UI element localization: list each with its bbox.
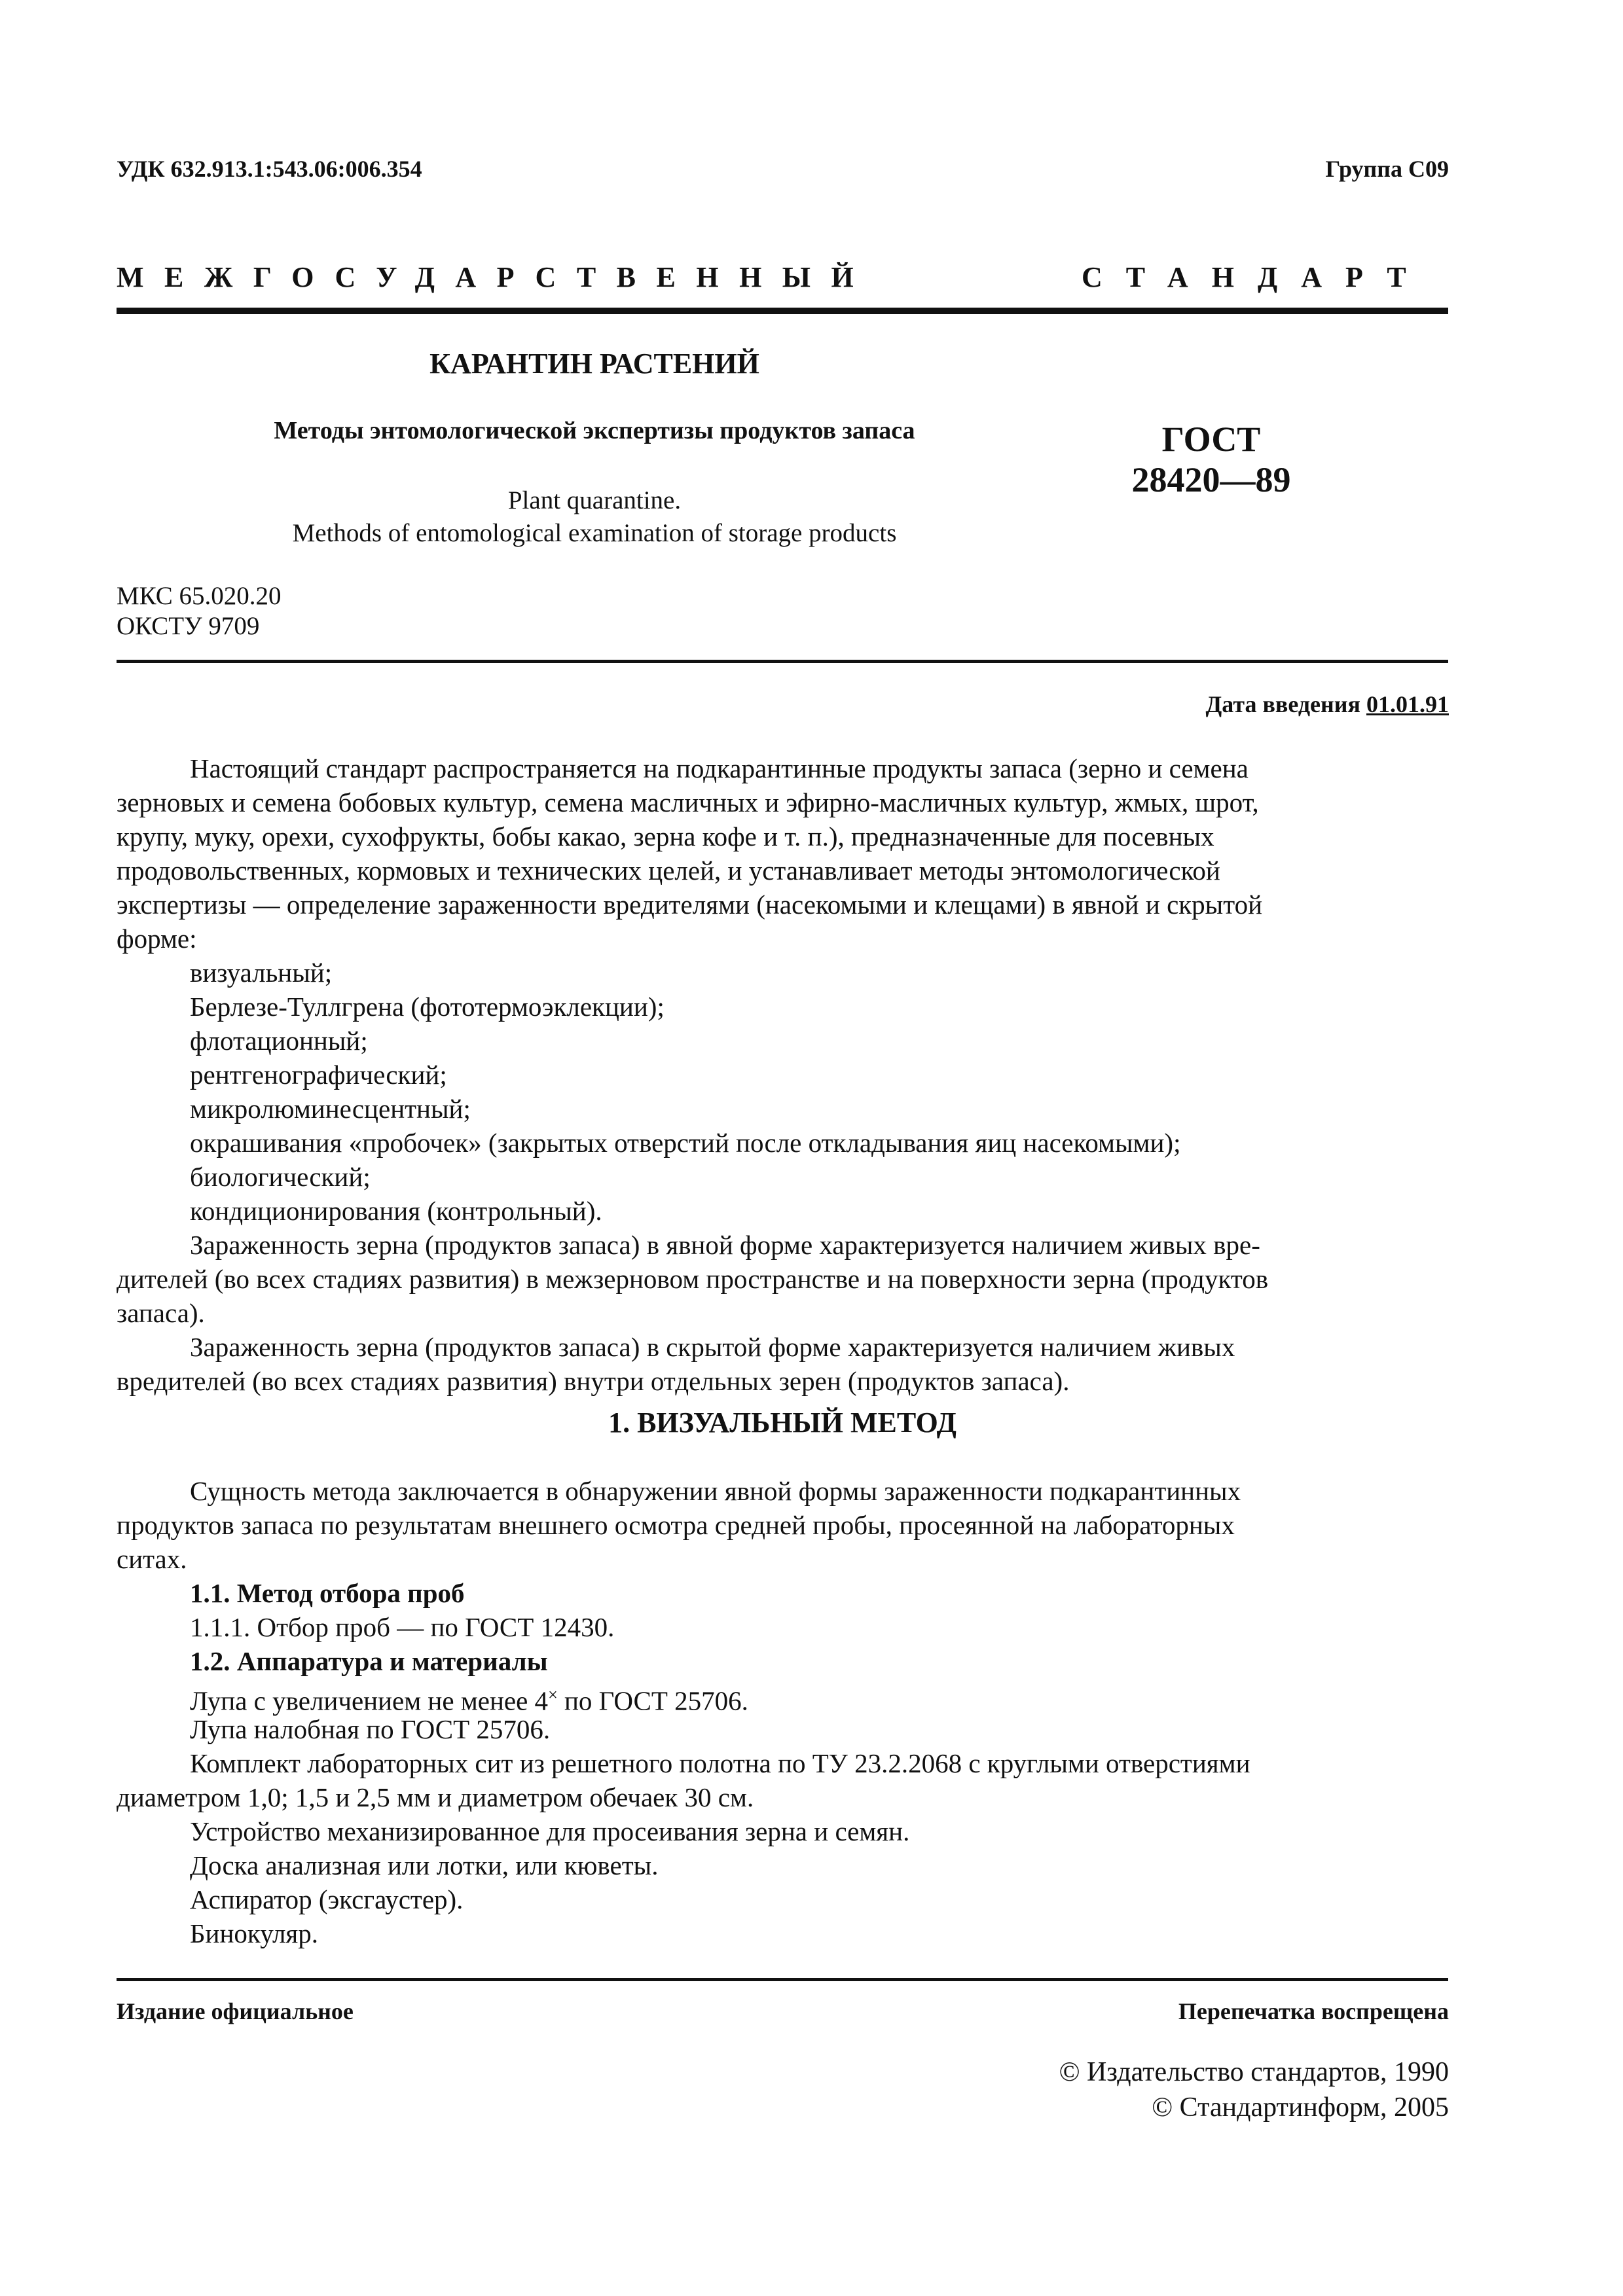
- footer-rule: [117, 1978, 1448, 1981]
- scope-line: зерновых и семена бобовых культур, семена масличных и эфирно-масличных культур, жмых, шрот,: [117, 787, 1259, 817]
- methods-list: [190, 956, 1180, 1228]
- mks-code: МКС 65.020.20: [117, 582, 282, 610]
- scope-line: крупу, муку, орехи, сухофрукты, бобы какао, зерна кофе и т. п.), предназначенные для посевных: [117, 821, 1214, 852]
- section-1-heading: 1. ВИЗУАЛЬНЫЙ МЕТОД: [608, 1407, 957, 1439]
- equipment-item: Лупа налобная по ГОСТ 25706.: [190, 1714, 551, 1744]
- group-code: Группа С09: [1325, 156, 1449, 182]
- scope-line: экспертизы — определение зараженности вредителями (насекомыми и клещами) в явной и скрытой: [117, 889, 1263, 920]
- method-item: кондиционирования (контрольный).: [190, 1196, 602, 1226]
- gost-label: ГОСТ: [1161, 420, 1261, 459]
- explicit-line: дителей (во всех стадиях развития) в межзерновом пространстве и на поверхности зерна (продуктов: [117, 1264, 1269, 1294]
- subsection-1-1-heading: 1.1. Метод отбора проб: [190, 1578, 465, 1608]
- okstu-code: ОКСТУ 9709: [117, 612, 260, 640]
- hidden-infestation-paragraph: [117, 1330, 1448, 1398]
- scope-line: продовольственных, кормовых и технических целей, и устанавливает методы энтомологической: [117, 855, 1220, 886]
- copyright-1990: © Издательство стандартов, 1990: [1059, 2057, 1449, 2087]
- equipment-item: Комплект лабораторных сит из решетного полотна по ТУ 23.2.2068 с круглыми отверстиями: [190, 1748, 1250, 1778]
- udc-code: УДК 632.913.1:543.06:006.354: [117, 156, 422, 182]
- scope-line: форме:: [117, 924, 197, 954]
- introduction-date: [1206, 691, 1450, 718]
- english-title-line2: Methods of entomological examination of storage products: [292, 519, 897, 547]
- banner-left: МЕЖГОСУДАРСТВЕННЫЙ: [117, 261, 875, 293]
- essence-line: Сущность метода заключается в обнаружении явной формы зараженности подкарантинных: [190, 1476, 1241, 1506]
- equipment-item: Бинокуляр.: [190, 1918, 319, 1948]
- document-subtitle: Методы энтомологической экспертизы продуктов запаса: [274, 417, 915, 444]
- introduction-date-label: Дата введения: [1205, 691, 1360, 717]
- english-title-line1: Plant quarantine.: [507, 486, 682, 514]
- title-rule: [117, 660, 1448, 663]
- equipment-item: Аспиратор (эксгаустер).: [190, 1884, 464, 1914]
- official-edition: Издание официальное: [117, 1998, 354, 2024]
- hidden-line: вредителей (во всех стадиях развития) внутри отдельных зерен (продуктов запаса).: [117, 1366, 1070, 1396]
- explicit-infestation-paragraph: [117, 1228, 1448, 1330]
- subsection-1-1-1: 1.1.1. Отбор проб — по ГОСТ 12430.: [190, 1612, 615, 1642]
- method-item: флотационный;: [190, 1026, 368, 1056]
- subsection-1-2-heading: 1.2. Аппаратура и материалы: [190, 1646, 548, 1676]
- document-title: КАРАНТИН РАСТЕНИЙ: [429, 348, 759, 380]
- reprint-prohibited: Перепечатка воспрещена: [1178, 1998, 1449, 2024]
- hidden-line: Зараженность зерна (продуктов запаса) в скрытой форме характеризуется наличием живых: [190, 1332, 1235, 1362]
- method-item: рентгенографический;: [190, 1060, 447, 1090]
- method-item: биологический;: [190, 1162, 371, 1192]
- equipment-item: Доска анализная или лотки, или кюветы.: [190, 1850, 659, 1880]
- scope-line: Настоящий стандарт распространяется на подкарантинные продукты запаса (зерно и семена: [190, 753, 1249, 783]
- method-item: микролюминесцентный;: [190, 1094, 471, 1124]
- magnification-superscript: ×: [548, 1685, 558, 1704]
- banner-right: СТАНДАРТ: [1082, 261, 1430, 293]
- copyright-2005: © Стандартинформ, 2005: [1152, 2092, 1449, 2123]
- method-item: Берлезе-Туллгрена (фототермоэклекции);: [190, 992, 665, 1022]
- essence-line: ситах.: [117, 1544, 187, 1574]
- gost-number: 28420—89: [1131, 460, 1291, 499]
- banner-rule: [117, 308, 1448, 314]
- scope-paragraph: [117, 751, 1448, 956]
- magnifier-text: Лупа с увеличением не менее 4: [190, 1685, 549, 1716]
- introduction-date-value: 01.01.91: [1366, 691, 1449, 717]
- explicit-line: запаса).: [117, 1298, 205, 1328]
- essence-paragraph: [117, 1474, 1448, 1576]
- sieves-paragraph: [117, 1746, 1448, 1814]
- equipment-item: Устройство механизированное для просеивания зерна и семян.: [190, 1816, 910, 1846]
- magnifier-standard: по ГОСТ 25706.: [557, 1685, 748, 1716]
- equipment-item: диаметром 1,0; 1,5 и 2,5 мм и диаметром обечаек 30 см.: [117, 1782, 754, 1812]
- explicit-line: Зараженность зерна (продуктов запаса) в явной форме характеризуется наличием живых вре-: [190, 1230, 1260, 1260]
- essence-line: продуктов запаса по результатам внешнего осмотра средней пробы, просеянной на лабораторных: [117, 1510, 1235, 1540]
- method-item: визуальный;: [190, 958, 333, 988]
- method-item: окрашивания «пробочек» (закрытых отверстий после откладывания яиц насекомыми);: [190, 1128, 1181, 1158]
